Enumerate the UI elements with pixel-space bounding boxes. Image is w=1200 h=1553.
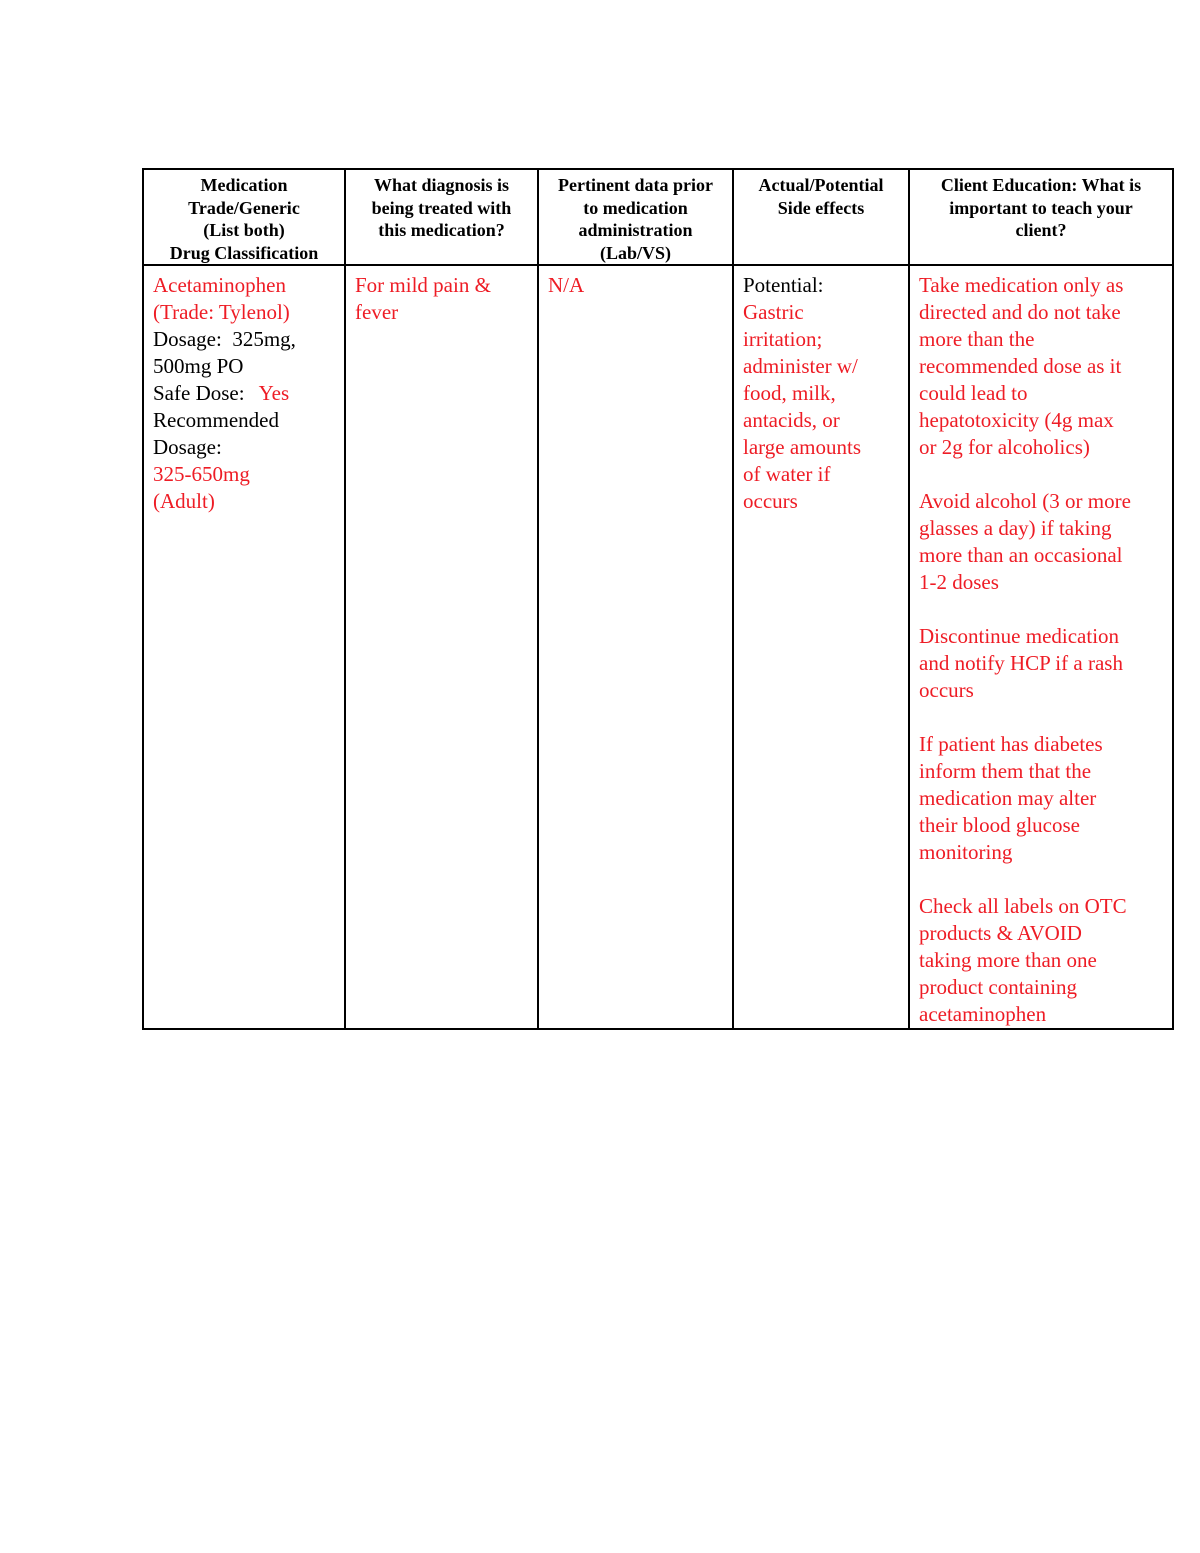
recommended-value: 325-650mg [153, 462, 250, 486]
education-line: products & AVOID [919, 921, 1082, 945]
education-line: Avoid alcohol (3 or more [919, 489, 1131, 513]
diagnosis-line: For mild pain & [355, 273, 491, 297]
cell-diagnosis [345, 265, 538, 1029]
cell-pertinent-data [538, 265, 733, 1029]
side-effects-line: irritation; [743, 327, 823, 351]
dosage-value: 325mg, [232, 327, 296, 351]
side-effects-line: antacids, or [743, 408, 840, 432]
header-line: administration [578, 220, 693, 240]
medication-name: Acetaminophen [153, 273, 286, 297]
recommended-label-2: Dosage: [153, 435, 222, 459]
cell-side-effects [733, 265, 909, 1029]
education-line: more than the [919, 327, 1035, 351]
medication-trade: (Trade: Tylenol) [153, 300, 290, 324]
education-line: inform them that the [919, 759, 1092, 783]
education-line: taking more than one [919, 948, 1097, 972]
header-line: Side effects [777, 197, 865, 218]
recommended-note: (Adult) [153, 489, 215, 513]
side-effects-line: large amounts [743, 435, 862, 459]
education-line: product containing [919, 975, 1078, 999]
side-effects-line: of water if [743, 462, 831, 486]
header-pertinent-data [538, 169, 733, 265]
education-paragraph [919, 731, 1164, 866]
side-effects-label: Potential: [743, 273, 824, 297]
header-line: being treated with [371, 197, 512, 218]
side-effects-line: administer w/ [743, 354, 858, 378]
safe-dose-label: Safe Dose: [153, 381, 245, 405]
dosage-value-2: 500mg PO [153, 354, 244, 378]
header-row [143, 169, 1173, 265]
header-line: (Lab/VS) [599, 242, 671, 263]
education-line: Take medication only as [919, 273, 1124, 297]
cell-medication [143, 265, 345, 1029]
header-line: (List both) [203, 220, 285, 240]
education-line: hepatotoxicity (4g max [919, 408, 1114, 432]
education-line: could lead to [919, 381, 1028, 405]
education-line: more than an occasional [919, 543, 1123, 567]
education-paragraph [919, 272, 1164, 461]
education-line: or 2g for alcoholics) [919, 435, 1090, 459]
header-line: important to teach your [949, 197, 1133, 218]
education-line: recommended dose as it [919, 354, 1122, 378]
dosage-label: Dosage: [153, 327, 222, 351]
education-line: medication may alter [919, 786, 1097, 810]
education-line: 1-2 doses [919, 570, 999, 594]
safe-dose-line [153, 380, 336, 407]
side-effects-line: food, milk, [743, 381, 836, 405]
education-line: Discontinue medication [919, 624, 1120, 648]
diagnosis-line: fever [355, 300, 399, 324]
education-line: occurs [919, 678, 974, 702]
header-diagnosis [345, 169, 538, 265]
header-medication [143, 169, 345, 265]
safe-dose-value: Yes [258, 381, 290, 405]
medication-table [142, 168, 1174, 1030]
side-effects-line: Gastric [743, 300, 804, 324]
header-line: Actual/Potential [758, 175, 884, 195]
dosage-line [153, 326, 336, 353]
education-paragraph [919, 488, 1164, 596]
side-effects-line: occurs [743, 489, 798, 513]
header-line: What diagnosis is [373, 175, 510, 195]
education-paragraph [919, 893, 1164, 1028]
header-line: Client Education: What is [940, 175, 1142, 195]
pertinent-data-value: N/A [548, 273, 585, 297]
header-line: Drug Classification [169, 242, 319, 263]
header-line: Medication [200, 175, 288, 195]
cell-client-education [909, 265, 1173, 1029]
header-line: client? [1015, 220, 1067, 240]
education-line: monitoring [919, 840, 1013, 864]
education-line: directed and do not take [919, 300, 1121, 324]
header-line: Trade/Generic [188, 197, 300, 218]
education-line: glasses a day) if taking [919, 516, 1112, 540]
education-line: acetaminophen [919, 1002, 1047, 1026]
education-paragraph [919, 623, 1164, 704]
header-line: this medication? [378, 220, 505, 240]
education-line: Check all labels on OTC [919, 894, 1127, 918]
header-client-education [909, 169, 1173, 265]
education-line: If patient has diabetes [919, 732, 1103, 756]
education-line: and notify HCP if a rash [919, 651, 1123, 675]
header-side-effects [733, 169, 909, 265]
header-line: to medication [583, 197, 688, 218]
education-line: their blood glucose [919, 813, 1080, 837]
recommended-label: Recommended [153, 408, 279, 432]
header-line: Pertinent data prior [558, 175, 713, 195]
table-row [143, 265, 1173, 1029]
